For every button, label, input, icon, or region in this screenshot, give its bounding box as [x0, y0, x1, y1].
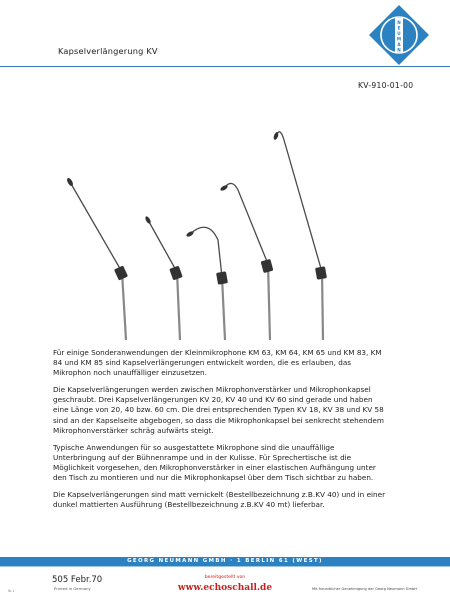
part-number: KV-910-01-00 — [358, 81, 414, 90]
company-address: GEORG NEUMANN GMBH · 1 BERLIN 61 (WEST) — [127, 558, 323, 564]
footer-rule — [0, 566, 450, 567]
svg-text:A: A — [397, 42, 401, 47]
print-mark: Nr.1 — [8, 589, 15, 593]
svg-text:N: N — [397, 20, 401, 25]
header-rule — [0, 66, 450, 67]
svg-text:M: M — [396, 36, 402, 42]
neumann-logo — [368, 4, 430, 66]
source-link[interactable]: www.echoschall.de — [177, 583, 273, 593]
paragraph-finish: Die Kapselverlängerungen sind matt vernickelt (Bestellbezeichnung z.B.KV 40) und in einer dunkel mattierten Ausführung (Bestellbezeichnung z.B.KV 40 mt) lieferbar. — [53, 490, 386, 510]
paragraph-intro: Für einige Sonderanwendungen der Kleinmikrophone KM 63, KM 64, KM 65 und KM 83, KM 84 und KM 85 sind Kapselverlängerungen entwickelt worden, die es erlauben, das Mikrophon noch unauffälliger einzusetzen. — [53, 348, 382, 378]
paragraph-applications: Typische Anwendungen für so ausgestattete Mikrophone sind die unauffällige Unterbringung auf der Bühnenrampe und in der Kulisse. Für Sprechertische ist die Möglichkeit vorgesehen, den Mikrophonverstärker in einer elastischen Aufhängung unter den Tisch zu montieren und nur die Mikrophonkapsel über dem Tisch sichtbar zu haben. — [53, 442, 376, 483]
svg-text:E: E — [397, 25, 401, 31]
microphone-extensions-photo — [60, 122, 390, 340]
document-title: Kapselverlängerung KV — [58, 46, 158, 56]
provided-by-label: bereitgestellt von — [204, 575, 246, 580]
paragraph-construction: Die Kapselverlängerungen werden zwischen Mikrophonverstärker und Mikrophonkapsel geschraubt. Drei Kapselverlängerungen KV 20, KV 40 und KV 60 sind gerade und haben eine Länge von 20, 40 bzw. 60 cm. Die drei entsprechenden Typen KV 18, KV 38 und KV 58 sind an der Kapselseite abgebogen, so dass die Mikrophonkapsel bei senkrecht stehendem Mikrophonverstärker schräg aufwärts steigt. — [53, 385, 384, 435]
svg-text:U: U — [397, 31, 401, 36]
body-text — [53, 348, 388, 517]
permission-note: Mit freundlicher Genehmigung der Georg Neumann GmbH — [312, 587, 417, 591]
issue-date: 505 Febr.70 — [52, 575, 103, 585]
printed-note: Printed in Germany — [54, 586, 91, 591]
svg-text:N: N — [397, 47, 401, 53]
